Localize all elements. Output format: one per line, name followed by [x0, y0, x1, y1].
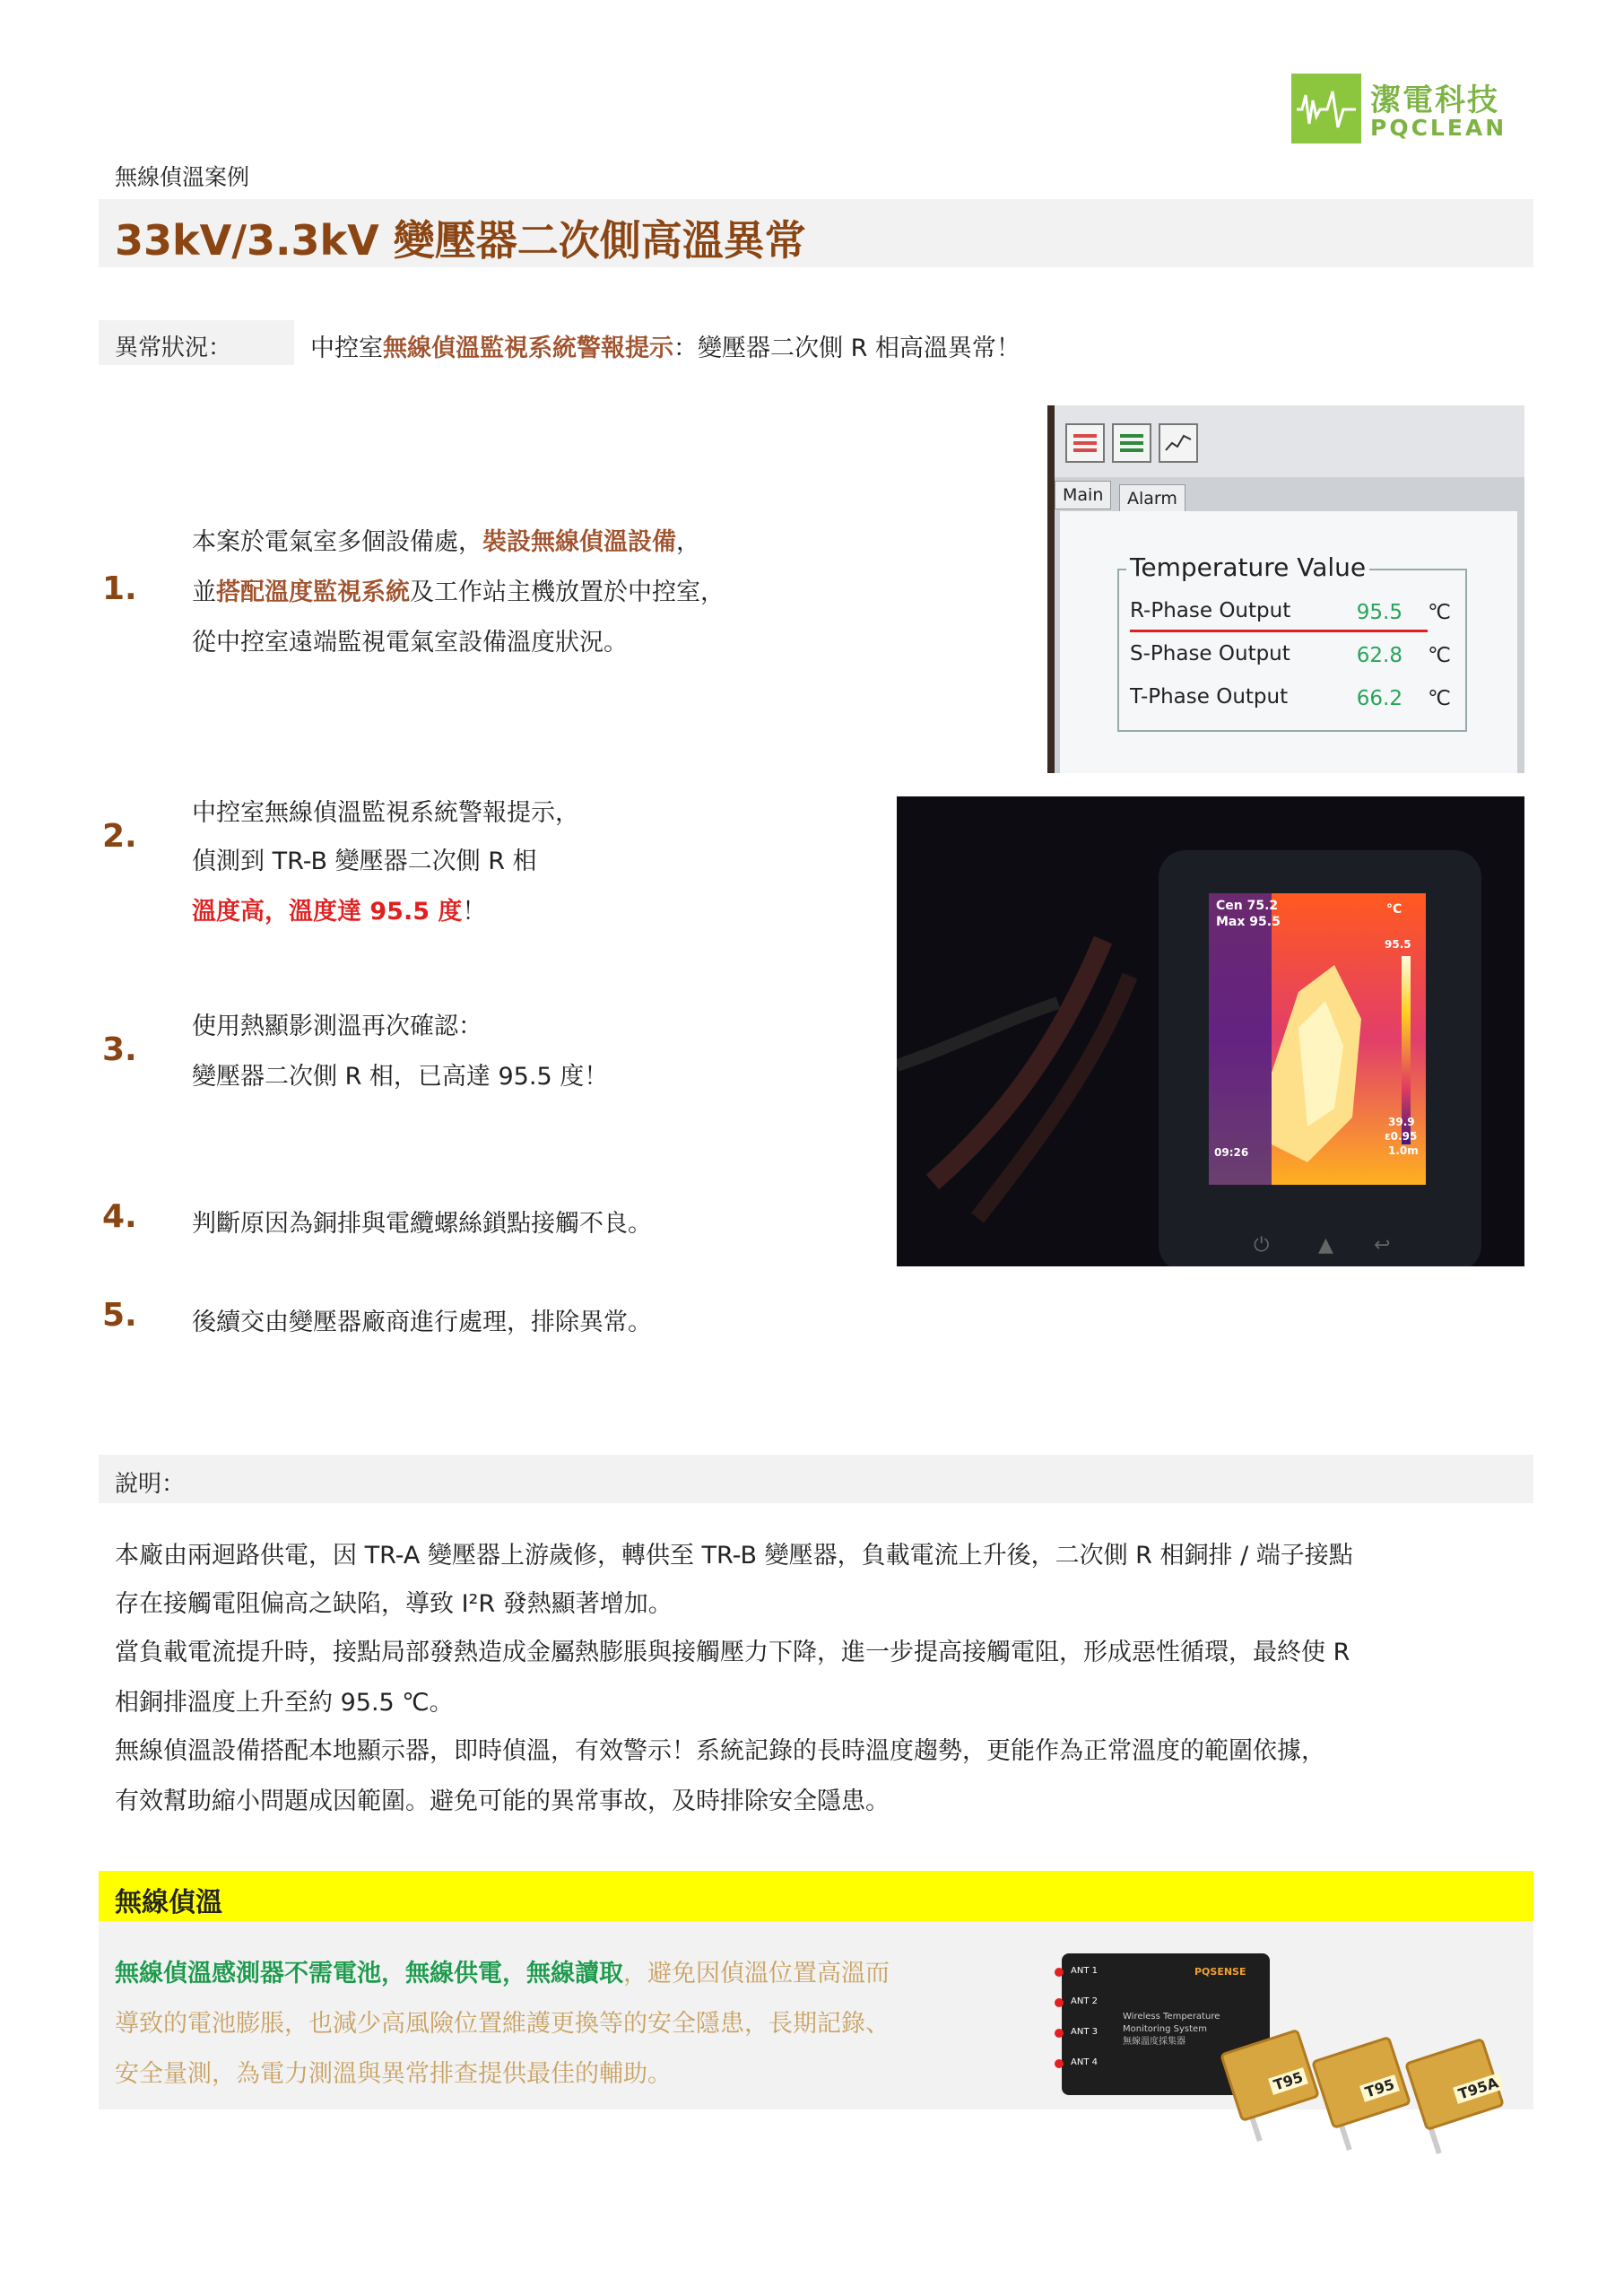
power-icon: ⏻ [1254, 1234, 1270, 1257]
trend-chart-icon [1159, 423, 1198, 463]
step-1-text-d: 及工作站主機放置於中控室， [410, 578, 725, 606]
tab-alarm: Alarm [1119, 484, 1185, 513]
step-3-line-2: 變壓器二次側 R 相，已高達 95.5 度！ [192, 1063, 609, 1091]
s-phase-value: 62.8 [1356, 644, 1403, 667]
sensor-t95-2 [1311, 2036, 1411, 2130]
back-icon: ↩ [1374, 1234, 1391, 1257]
hmi-main-panel [1060, 511, 1517, 773]
step-3-line-1: 使用熱顯影測溫再次確認： [192, 1013, 482, 1040]
wireless-sensor-product-image [1062, 1941, 1514, 2160]
device-brand: PQSENSE [1194, 1966, 1246, 1978]
r-phase-unit: ℃ [1428, 601, 1451, 624]
thermal-max-temp: Max 95.5 [1216, 915, 1281, 929]
explanation-line-3: 當負載電流提升時，接點局部發熱造成金屬熱膨脹與接觸壓力下降，進一步提高接觸電阻，形成惡性循環，最終使 R [115, 1639, 1350, 1666]
s-phase-unit: ℃ [1428, 644, 1451, 667]
explanation-label: 說明： [115, 1471, 186, 1498]
thermal-camera-photo [897, 796, 1524, 1266]
s-phase-row [1130, 637, 1462, 673]
thermal-camera-screen [1209, 893, 1426, 1185]
sensor-label-3: T95A [1453, 2073, 1504, 2104]
device-name-zh: 無線溫度採集器 [1123, 2037, 1185, 2047]
temperature-group-title: Temperature Value [1126, 552, 1369, 582]
wireless-text-a: ，避免因偵溫位置高溫而 [623, 1960, 890, 1987]
antenna-connector-4 [1055, 2059, 1064, 2068]
antenna-connector-3 [1055, 2029, 1064, 2038]
status-description [310, 328, 1020, 363]
wireless-line-3: 安全量測，為電力測溫與異常排查提供最佳的輔助。 [115, 2060, 672, 2088]
tab-main: Main [1055, 481, 1111, 509]
sensor-label-2: T95 [1359, 2074, 1400, 2102]
explanation-line-5: 無線偵溫設備搭配本地顯示器，即時偵溫，有效警示！系統記錄的長時溫度趨勢，更能作為正常溫度的範圍依據， [115, 1737, 1325, 1765]
step-3-number: 3. [102, 1031, 137, 1068]
thermal-scale-max: 95.5 [1385, 938, 1411, 951]
temperature-value-group [1117, 552, 1467, 732]
thermal-scale-min: 39.9 [1388, 1116, 1415, 1128]
step-1-text-a: 本案於電氣室多個設備處， [192, 528, 482, 556]
thermal-emissivity: ε0.95 [1385, 1130, 1418, 1143]
r-phase-row [1130, 594, 1462, 630]
step-1-line-3: 從中控室遠端監視電氣室設備溫度狀況。 [192, 629, 628, 657]
document-category: 無線偵溫案例 [115, 164, 250, 190]
step-2-text-end: ！ [462, 898, 487, 926]
thermal-time: 09:26 [1214, 1146, 1249, 1159]
status-label-box [99, 320, 294, 365]
explanation-line-4: 相銅排溫度上升至約 95.5 ℃。 [115, 1689, 454, 1717]
explanation-bar [99, 1455, 1533, 1503]
step-2-number: 2. [102, 818, 137, 855]
step-2-line-2: 偵測到 TR-B 變壓器二次側 R 相 [192, 848, 537, 875]
step-5-number: 5. [102, 1297, 137, 1334]
logo-chinese-name: 潔電科技 [1370, 83, 1499, 118]
antenna-connector-2 [1055, 1998, 1064, 2007]
status-suffix: ：變壓器二次側 R 相高溫異常！ [673, 335, 1020, 362]
page-title: 33kV/3.3kV 變壓器二次側高溫異常 [115, 216, 806, 265]
explanation-line-2: 存在接觸電阻偏高之缺陷，導致 I²R 發熱顯著增加。 [115, 1590, 673, 1618]
device-name-en-2: Monitoring System [1123, 2024, 1207, 2034]
step-1-highlight-b: 搭配溫度監視系統 [216, 578, 410, 606]
antenna-label-4: ANT 4 [1071, 2057, 1098, 2067]
r-phase-label: R-Phase Output [1130, 599, 1291, 622]
wireless-highlight: 無線偵溫感測器不需電池，無線供電，無線讀取 [115, 1960, 623, 1987]
r-phase-value: 95.5 [1356, 601, 1403, 624]
explanation-line-1: 本廠由兩迴路供電，因 TR-A 變壓器上游歲修，轉供至 TR-B 變壓器，負載電流上升後，二次側 R 相銅排 / 端子接點 [115, 1542, 1353, 1570]
step-2-alert-text: 溫度高，溫度達 95.5 度 [192, 898, 463, 926]
t-phase-unit: ℃ [1428, 687, 1451, 710]
status-label: 異常狀況： [115, 335, 232, 361]
s-phase-label: S-Phase Output [1130, 642, 1290, 665]
step-4-line-1: 判斷原因為銅排與電纜螺絲鎖點接觸不良。 [192, 1210, 652, 1238]
thermal-distance: 1.0m [1388, 1144, 1419, 1157]
t-phase-row [1130, 680, 1462, 716]
thermal-unit: °C [1386, 902, 1403, 917]
device-name [1123, 2011, 1220, 2048]
hmi-monitor-screenshot [1047, 405, 1524, 773]
wireless-section-title: 無線偵溫 [115, 1887, 222, 1918]
thermal-center-temp: Cen 75.2 [1216, 899, 1279, 913]
up-arrow-icon: ▲ [1318, 1234, 1333, 1257]
status-highlight: 無線偵溫監視系統警報提示 [383, 335, 673, 362]
device-name-en-1: Wireless Temperature [1123, 2012, 1220, 2022]
step-1-text-c: 並 [192, 578, 216, 606]
t-phase-value: 66.2 [1356, 687, 1403, 710]
step-1-number: 1. [102, 570, 137, 607]
r-phase-alarm-underline [1130, 630, 1428, 632]
wireless-section-header [99, 1871, 1533, 1921]
wireless-line-1 [115, 1953, 890, 1988]
step-1-text-b: ， [676, 528, 700, 556]
antenna-label-2: ANT 2 [1071, 1996, 1098, 2006]
explanation-line-6: 有效幫助縮小問題成因範圍。避免可能的異常事故，及時排除安全隱患。 [115, 1787, 890, 1815]
hmi-toolbar [1055, 405, 1524, 477]
company-logo [1291, 74, 1533, 144]
monitor-frame-edge [1047, 405, 1055, 773]
step-1-line-1 [192, 522, 700, 557]
antenna-connector-1 [1055, 1968, 1064, 1977]
logo-english-name: PQCLEAN [1370, 115, 1507, 141]
antenna-label-3: ANT 3 [1071, 2027, 1098, 2037]
wireless-line-2: 導致的電池膨脹，也減少高風險位置維護更換等的安全隱患，長期記錄、 [115, 2010, 890, 2038]
step-2-line-1: 中控室無線偵溫監視系統警報提示， [192, 799, 579, 827]
step-4-number: 4. [102, 1198, 137, 1235]
green-list-icon [1112, 423, 1151, 463]
antenna-label-1: ANT 1 [1071, 1966, 1098, 1976]
step-2-line-3 [192, 891, 486, 926]
sensor-label-1: T95 [1268, 2067, 1308, 2095]
step-5-line-1: 後續交由變壓器廠商進行處理，排除異常。 [192, 1309, 652, 1336]
status-prefix: 中控室 [310, 335, 383, 362]
red-list-icon [1065, 423, 1105, 463]
title-bar [99, 199, 1533, 267]
waveform-logo-icon [1291, 74, 1361, 144]
step-1-line-2 [192, 572, 725, 607]
t-phase-label: T-Phase Output [1130, 685, 1289, 709]
step-1-highlight-a: 裝設無線偵溫設備 [482, 528, 676, 556]
sensor-t95a [1404, 2038, 1505, 2132]
